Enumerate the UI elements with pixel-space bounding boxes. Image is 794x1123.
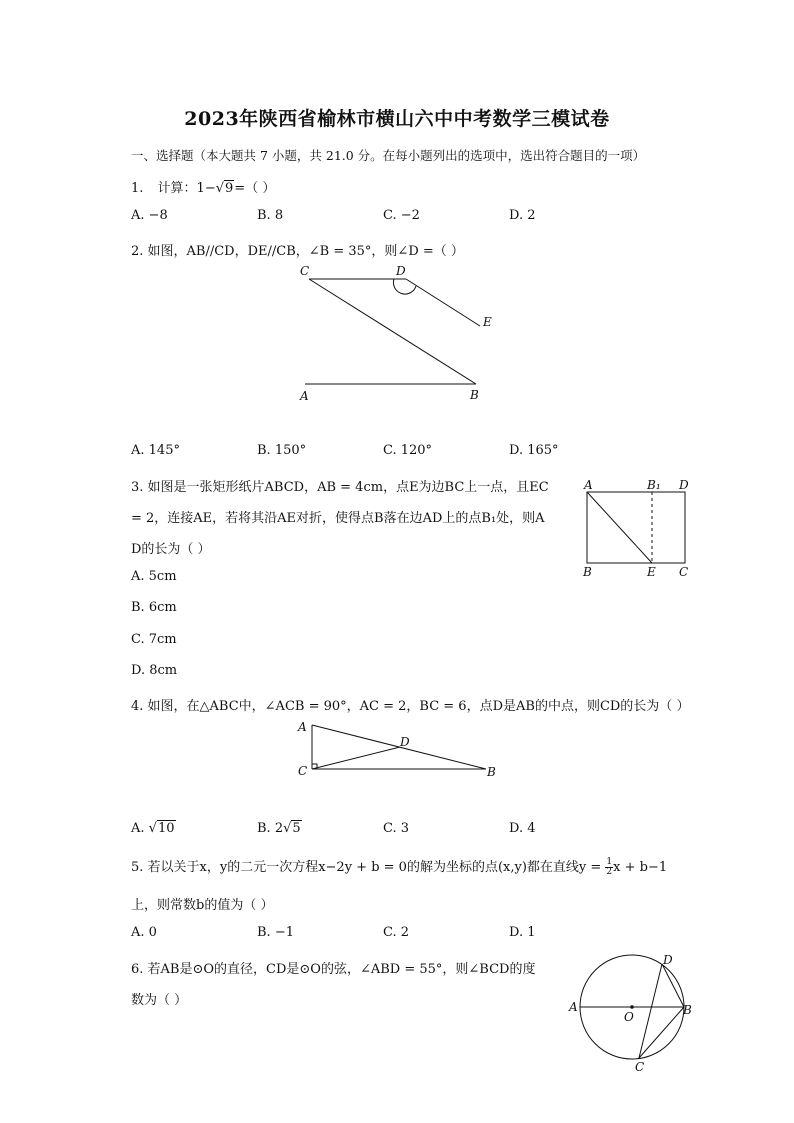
label-d: D	[679, 478, 689, 492]
label-a: A	[298, 720, 307, 734]
rectangle-abcd	[587, 492, 685, 563]
q3-figure	[578, 474, 698, 584]
label-d: D	[400, 735, 410, 749]
chord-cd	[639, 964, 662, 1058]
q4-option-a[interactable]	[131, 821, 176, 836]
fraction-numerator: 1	[606, 857, 613, 867]
q1-option-b[interactable]: B. 8	[257, 208, 284, 223]
question-3-line-1: 3. 如图是一张矩形纸片ABCD，AB = 4cm，点E为边BC上一点，且EC	[131, 480, 549, 495]
sqrt-sign: √	[283, 821, 292, 836]
q2-option-b[interactable]: B. 150°	[257, 443, 307, 458]
radicand: 10	[157, 821, 175, 836]
label-d: D	[396, 264, 406, 278]
q3-option-d[interactable]: D. 8cm	[131, 663, 178, 678]
question-text-end: x + b−1	[613, 860, 668, 875]
question-5-line-2: 上，则常数b的值为（ ）	[131, 898, 274, 913]
label-c: C	[679, 565, 689, 579]
label-b1: B₁	[647, 478, 661, 492]
q3-option-a[interactable]: A. 5cm	[131, 569, 177, 584]
q4-figure	[290, 714, 510, 786]
q4-option-b[interactable]	[257, 821, 302, 836]
question-6-line-1: 6. 若AB是⊙O的直径，CD是⊙O的弦，∠ABD = 55°，则∠BCD的度	[131, 962, 536, 977]
label-e: E	[483, 315, 492, 329]
q5-option-a[interactable]: A. 0	[131, 925, 157, 940]
question-text: 计算：1−	[157, 181, 216, 196]
q1-option-c[interactable]: C. −2	[383, 208, 420, 223]
sqrt-sign: √	[215, 181, 225, 196]
question-3-line-2: = 2，连接AE，若将其沿AE对折，使得点B落在边AD上的点B₁处，则A	[131, 511, 545, 526]
question-5-line-1	[131, 856, 667, 877]
sqrt-sign: √	[148, 821, 157, 836]
label-c: C	[635, 1060, 645, 1074]
line-cd	[312, 747, 400, 769]
q2-option-c[interactable]: C. 120°	[383, 443, 433, 458]
label-o: O	[624, 1010, 634, 1024]
chord-bd	[662, 964, 684, 1007]
q2-figure	[290, 258, 510, 408]
q4-option-d[interactable]: D. 4	[509, 821, 536, 836]
option-label: A.	[131, 821, 149, 836]
label-b: B	[487, 765, 496, 779]
fraction	[605, 858, 613, 877]
label-b: B	[683, 1003, 692, 1017]
q1-option-a[interactable]: A. −8	[131, 208, 168, 223]
q2-option-d[interactable]: D. 165°	[509, 443, 559, 458]
question-text-end: =（ ）	[234, 181, 276, 196]
line-cb	[309, 279, 476, 384]
label-a: A	[569, 1000, 578, 1014]
question-text: 5. 若以关于x，y的二元一次方程x−2y + b = 0的解为坐标的点(x,y)都在直线y =	[131, 860, 602, 875]
radicand: 5	[292, 821, 301, 836]
question-number: 1.	[131, 181, 144, 196]
label-c: C	[300, 264, 310, 278]
q5-option-c[interactable]: C. 2	[383, 925, 410, 940]
q3-option-c[interactable]: C. 7cm	[131, 632, 177, 647]
option-label: B. 2	[257, 821, 284, 836]
q6-figure	[562, 950, 702, 1075]
fraction-denominator: 2	[606, 867, 613, 877]
question-1	[131, 177, 275, 196]
q5-option-d[interactable]: D. 1	[509, 925, 536, 940]
q4-option-c[interactable]: C. 3	[383, 821, 410, 836]
q1-option-d[interactable]: D. 2	[509, 208, 536, 223]
page-title: 2023年陕西省榆林市横山六中中考数学三模试卷	[184, 108, 610, 130]
label-b: B	[470, 388, 479, 402]
label-a: A	[584, 478, 593, 492]
question-6-line-2: 数为（ ）	[131, 993, 188, 1008]
center-point	[630, 1005, 634, 1009]
label-d: D	[663, 953, 673, 967]
label-b: B	[583, 565, 592, 579]
q2-option-a[interactable]: A. 145°	[131, 443, 180, 458]
section-heading: 一、选择题（本大题共 7 小题，共 21.0 分。在每小题列出的选项中，选出符合题目的一项）	[131, 148, 646, 163]
q3-option-b[interactable]: B. 6cm	[131, 600, 177, 615]
question-2: 2. 如图，AB//CD，DE//CB，∠B = 35°，则∠D =（ ）	[131, 244, 464, 259]
question-4: 4. 如图，在△ABC中，∠ACB = 90°，AC = 2，BC = 6，点D是AB的中点，则CD的长为（ ）	[131, 699, 690, 714]
angle-d-arc	[393, 279, 416, 294]
label-c: C	[298, 764, 308, 778]
question-3-line-3: D的长为（ ）	[131, 542, 211, 557]
q5-option-b[interactable]: B. −1	[257, 925, 294, 940]
label-a: A	[300, 389, 309, 403]
label-e: E	[647, 565, 656, 579]
radicand: 9	[225, 181, 234, 196]
line-ae	[587, 492, 652, 563]
line-de	[406, 279, 480, 326]
